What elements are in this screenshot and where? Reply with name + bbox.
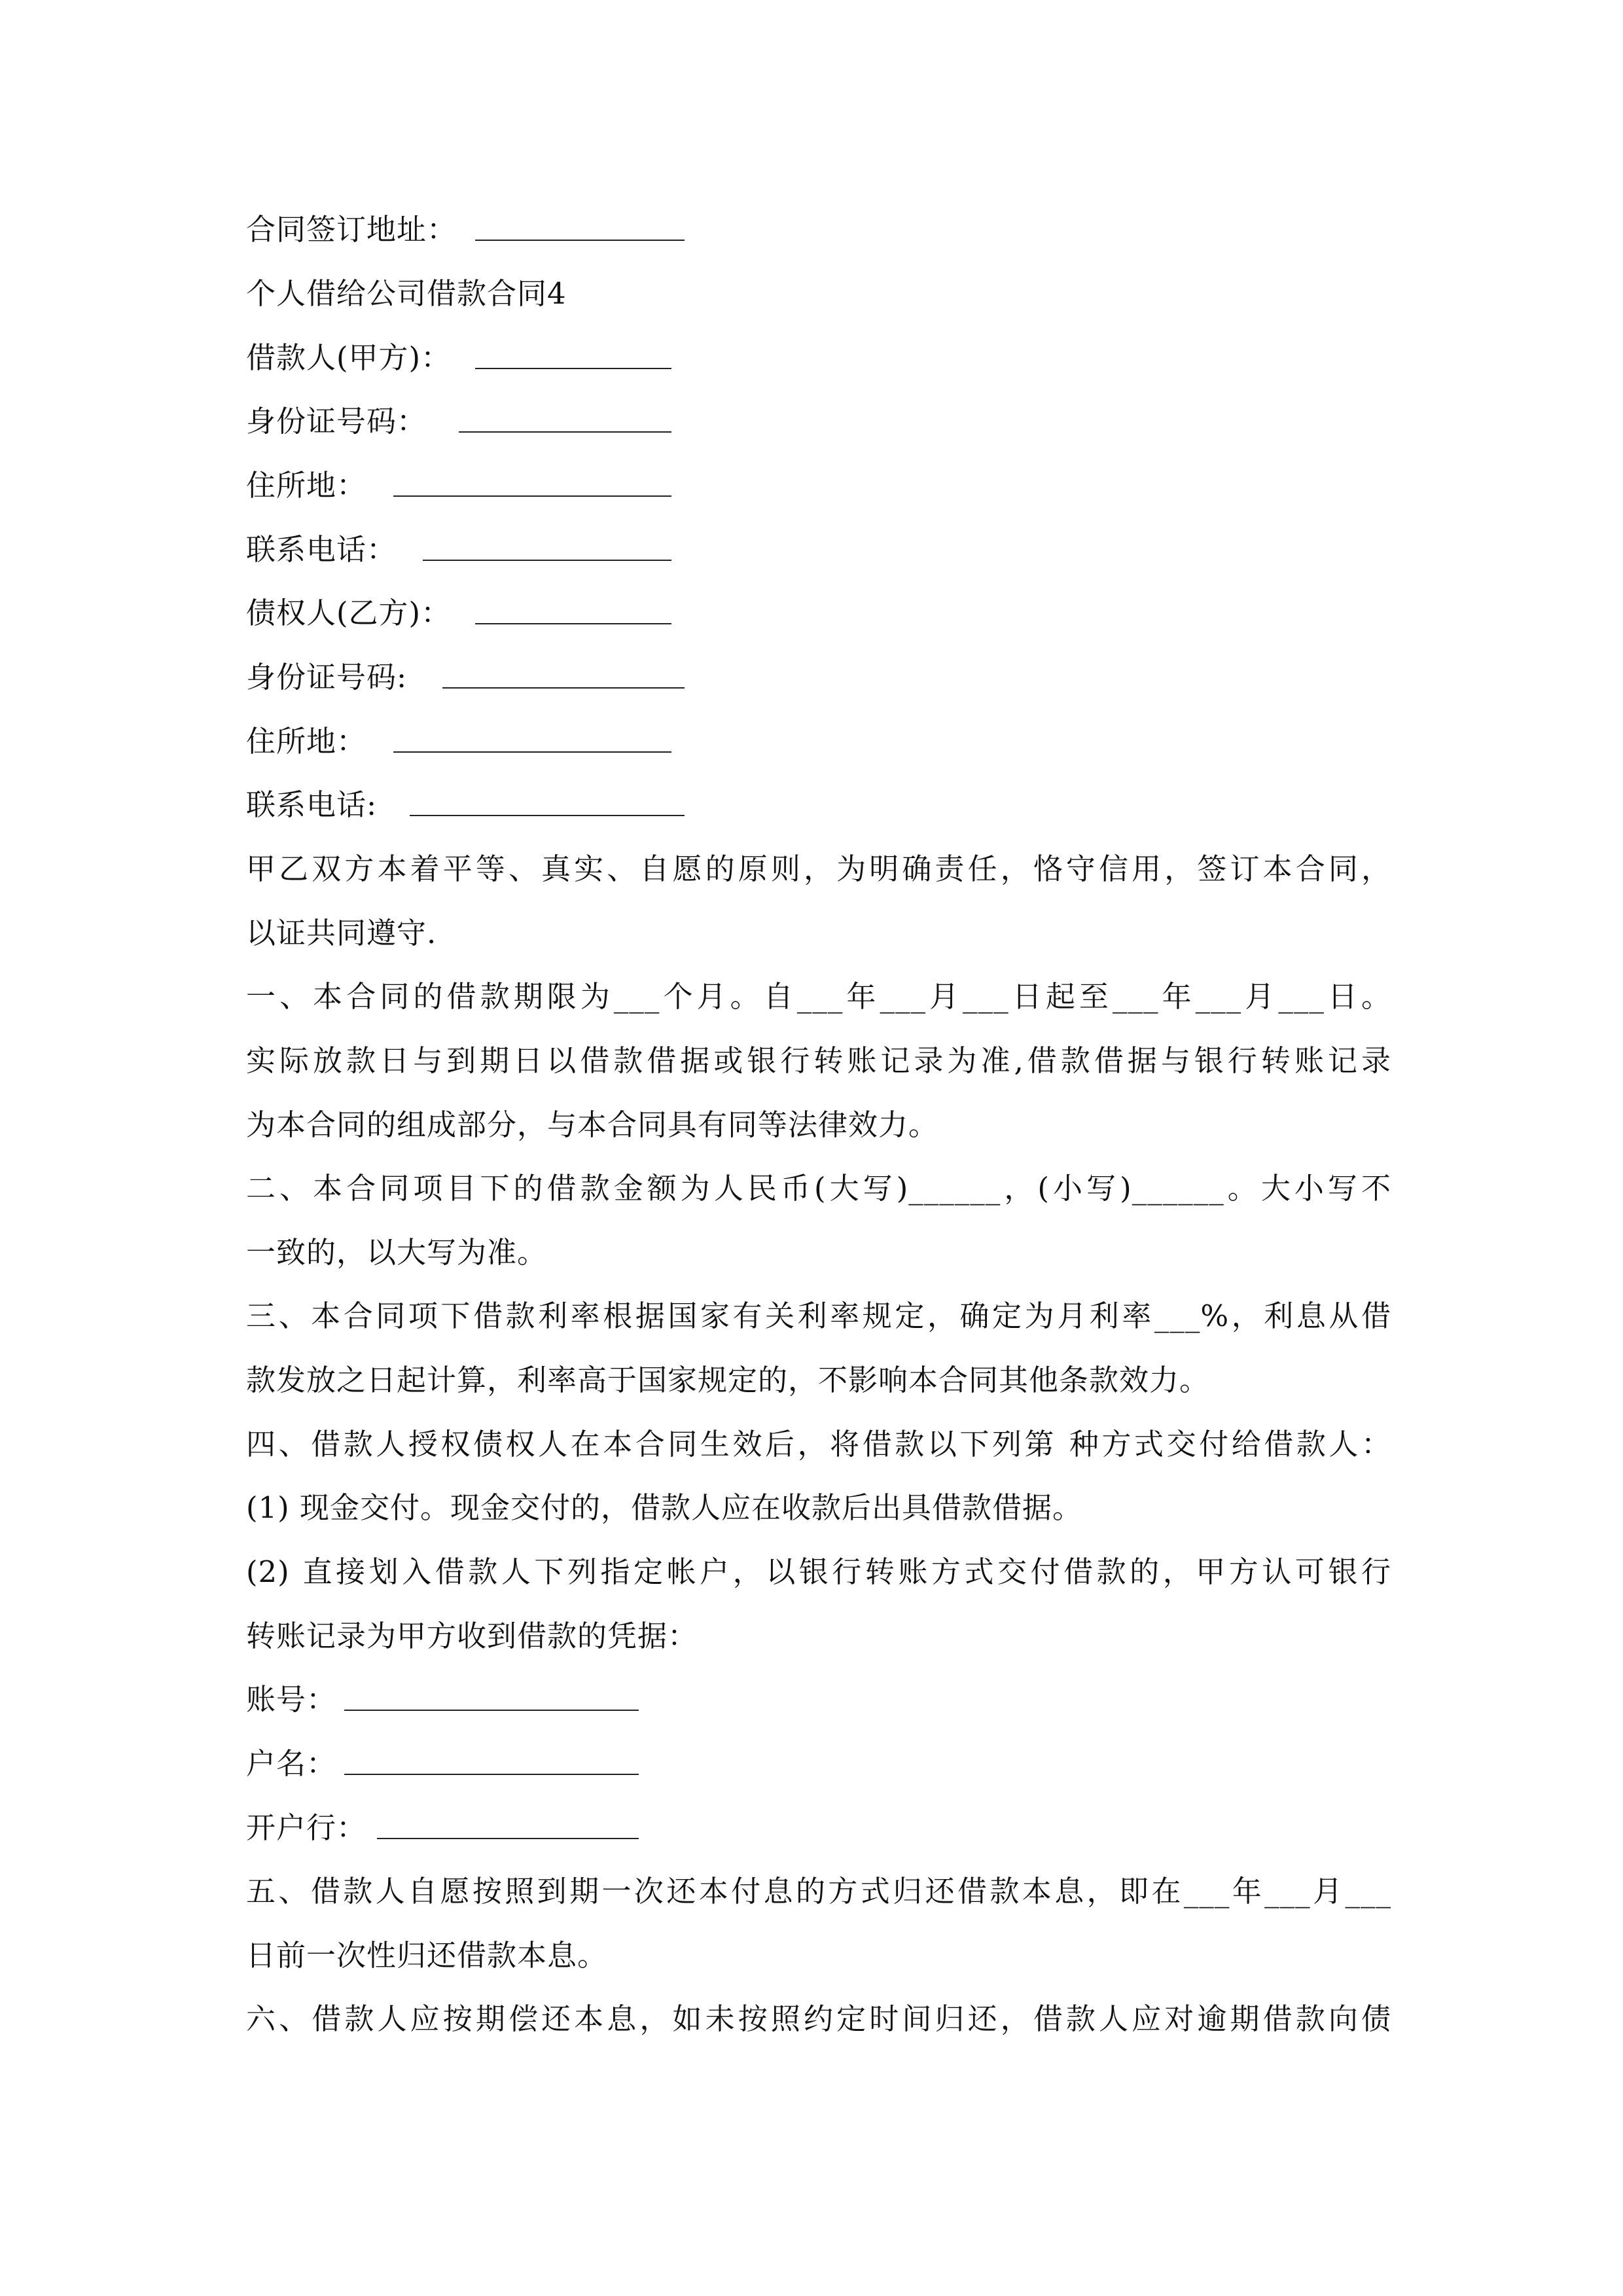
creditor-address-field	[246, 717, 366, 766]
creditor-id-blank	[442, 687, 685, 689]
borrower-phone-label: 联系电话：	[246, 532, 397, 567]
clause-1-line: 实际放款日与到期日以借款借据或银行转账记录为准,借款借据与银行转账记录	[246, 1043, 1391, 1078]
clause-5-line: 五、借款人自愿按照到期一次还本付息的方式归还借款本息，即在___年___月___	[246, 1874, 1391, 1909]
creditor-name-label: 债权人(乙方)：	[246, 596, 452, 630]
bank-name-label: 开户行：	[246, 1810, 367, 1845]
borrower-name-blank	[475, 368, 671, 369]
clause-1-line: 一、本合同的借款期限为___个月。自___年___月___日起至___年___月___日。	[246, 979, 1391, 1014]
signing-address-label: 合同签订地址：	[246, 212, 457, 247]
creditor-name-blank	[475, 623, 671, 624]
borrower-id-blank	[459, 431, 671, 433]
borrower-id-label: 身份证号码：	[246, 404, 427, 439]
borrower-phone-field	[246, 526, 397, 574]
creditor-phone-label: 联系电话:	[246, 787, 378, 822]
clause-4-line: 四、借款人授权债权人在本合同生效后，将借款以下列第 种方式交付给借款人：	[246, 1427, 1391, 1462]
clause-4-option-1: (1) 现金交付。现金交付的，借款人应在收款后出具借款借据。	[246, 1490, 1083, 1525]
preamble-line: 以证共同遵守.	[246, 916, 437, 950]
borrower-address-blank	[393, 495, 671, 497]
creditor-phone-blank	[410, 815, 685, 816]
signing-address-field	[246, 206, 457, 254]
creditor-address-blank	[393, 751, 671, 753]
signing-address-blank	[475, 240, 685, 241]
bank-holder-field	[246, 1740, 336, 1788]
clause-4-line: 转账记录为甲方收到借款的凭据：	[246, 1619, 698, 1653]
borrower-name-label: 借款人(甲方)：	[246, 340, 452, 375]
clause-3-line: 款发放之日起计算，利率高于国家规定的，不影响本合同其他条款效力。	[246, 1363, 1210, 1397]
contract-title: 个人借给公司借款合同4	[246, 276, 567, 311]
bank-holder-label: 户名：	[246, 1746, 337, 1781]
borrower-address-field	[246, 461, 366, 510]
borrower-phone-blank	[423, 560, 671, 561]
bank-account-field	[246, 1676, 336, 1724]
creditor-phone-field	[246, 781, 377, 829]
bank-name-field	[246, 1804, 366, 1852]
borrower-name-field	[246, 334, 451, 382]
clause-4-option-2: (2) 直接划入借款人下列指定帐户，以银行转账方式交付借款的，甲方认可银行	[246, 1554, 1391, 1589]
borrower-address-label: 住所地：	[246, 468, 367, 503]
creditor-address-label: 住所地：	[246, 724, 367, 759]
clause-1-line: 为本合同的组成部分，与本合同具有同等法律效力。	[246, 1107, 939, 1142]
bank-name-blank	[377, 1838, 639, 1839]
bank-account-label: 账号：	[246, 1682, 337, 1717]
bank-account-blank	[344, 1710, 639, 1711]
clause-3-line: 三、本合同项下借款利率根据国家有关利率规定，确定为月利率___%，利息从借	[246, 1299, 1391, 1333]
creditor-name-field	[246, 589, 451, 637]
creditor-id-field	[246, 653, 407, 702]
clause-6-line: 六、借款人应按期偿还本息，如未按照约定时间归还，借款人应对逾期借款向债	[246, 2001, 1391, 2036]
clause-5-line: 日前一次性归还借款本息。	[246, 1938, 608, 1973]
borrower-id-field	[246, 397, 427, 446]
creditor-id-label: 身份证号码:	[246, 660, 408, 694]
preamble-line: 甲乙双方本着平等、真实、自愿的原则，为明确责任，恪守信用，签订本合同，	[246, 852, 1391, 886]
bank-holder-blank	[344, 1774, 639, 1775]
clause-2-line: 一致的，以大写为准。	[246, 1235, 548, 1270]
clause-2-line: 二、本合同项目下的借款金额为人民币(大写)______，(小写)______。大小写不	[246, 1171, 1391, 1206]
